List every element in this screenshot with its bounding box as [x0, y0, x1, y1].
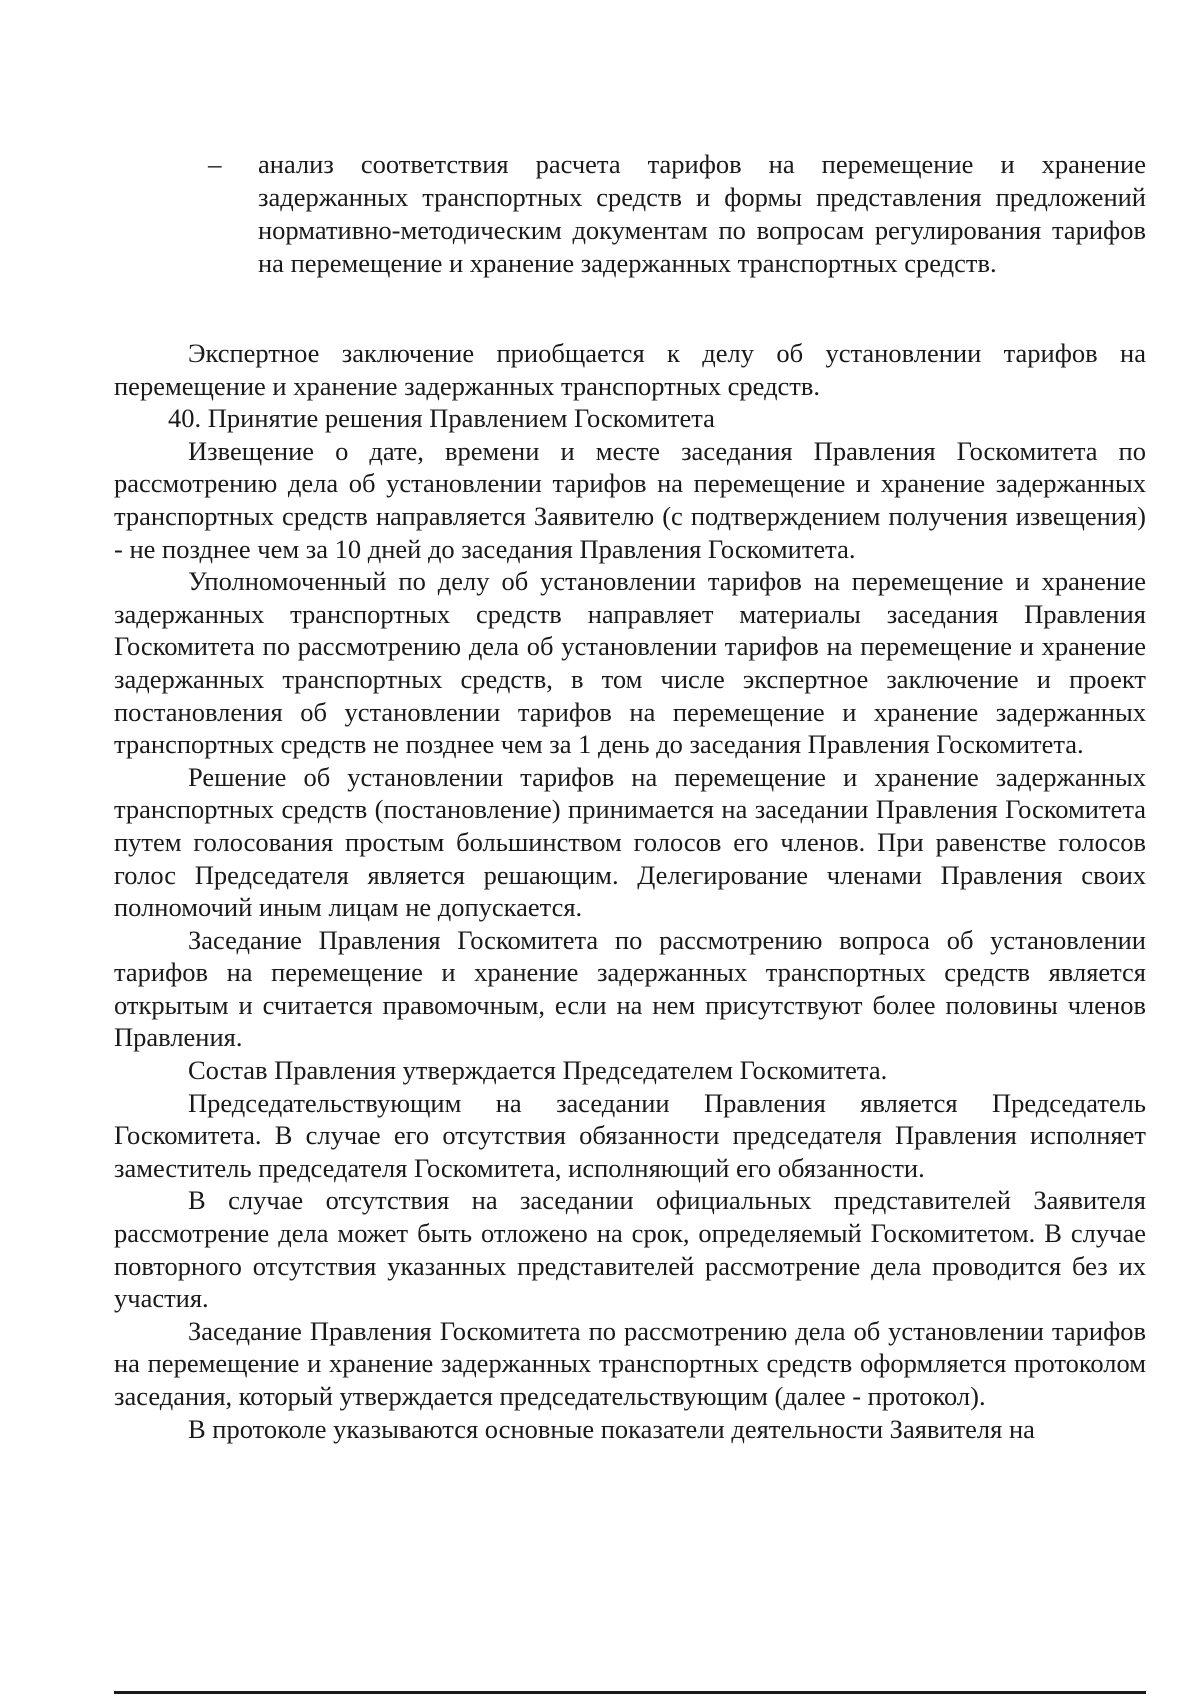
paragraph-expert-conclusion: Экспертное заключение приобщается к делу об установлении тарифов на перемещение и хранение задержанных транспортных средств.: [114, 338, 1146, 401]
paragraph-chairperson: Председательствующим на заседании Правления является Председатель Госкомитета. В случае его отсутствия обязанности председателя Правления исполняет заместитель председателя Госкомитета, исполняющий его обязанности.: [114, 1087, 1146, 1183]
section-heading-40: 40. Принятие решения Правлением Госкомитета: [168, 403, 715, 434]
paragraph-absence: В случае отсутствия на заседании официальных представителей Заявителя рассмотрение дела может быть отложено на срок, определяемый Госкомитетом. В случае повторного отсутствия указанных представителей рассмотрение дела проводится без их участия.: [114, 1185, 1146, 1314]
paragraph-protocol-contents: В протоколе указываются основные показатели деятельности Заявителя на: [188, 1413, 1035, 1444]
paragraph-decision: Решение об установлении тарифов на перемещение и хранение задержанных транспортных средств (постановление) принимается на заседании Правления Госкомитета путем голосования простым большинством голосов его членов. При равенстве голосов голос Председателя является решающим. Делегирование членами Правления своих полномочий иным лицам не допускается.: [114, 761, 1146, 923]
paragraph-meeting-open: Заседание Правления Госкомитета по рассмотрению вопроса об установлении тарифов на перемещение и хранение задержанных транспортных средств является открытым и считается правомочным, если на нем присутствуют более половины членов Правления.: [114, 924, 1146, 1053]
list-item-text: анализ соответствия расчета тарифов на перемещение и хранение задержанных транспортных средств и формы представления предложений нормативно-методическим документам по вопросам регулирования тарифов на перемещение и хранение задержанных транспортных средств.: [258, 149, 1146, 278]
paragraph-protocol: Заседание Правления Госкомитета по рассмотрению дела об установлении тарифов на перемещение и хранение задержанных транспортных средств оформляется протоколом заседания, который утверждается председательствующим (далее - протокол).: [114, 1315, 1146, 1411]
document-body: [114, 337, 1146, 1445]
paragraph-notice: Извещение о дате, времени и месте заседания Правления Госкомитета по рассмотрению дела об установлении тарифов на перемещение и хранение задержанных транспортных средств направляется Заявителю (с подтверждением получения извещения) - не позднее чем за 10 дней до заседания Правления Госкомитета.: [114, 435, 1146, 564]
paragraph-board-composition: Состав Правления утверждается Председателем Госкомитета.: [188, 1055, 888, 1086]
dash-bullet: –: [208, 149, 222, 179]
paragraph-authorized-person: Уполномоченный по делу об установлении тарифов на перемещение и хранение задержанных транспортных средств направляет материалы заседания Правления Госкомитета по рассмотрению дела об установлении тарифов на перемещение и хранение задержанных транспортных средств, в том числе экспертное заключение и проект постановления об установлении тарифов на перемещение и хранение задержанных транспортных средств не позднее чем за 1 день до заседания Правления Госкомитета.: [114, 566, 1146, 760]
footer-divider: [114, 1691, 1146, 1694]
